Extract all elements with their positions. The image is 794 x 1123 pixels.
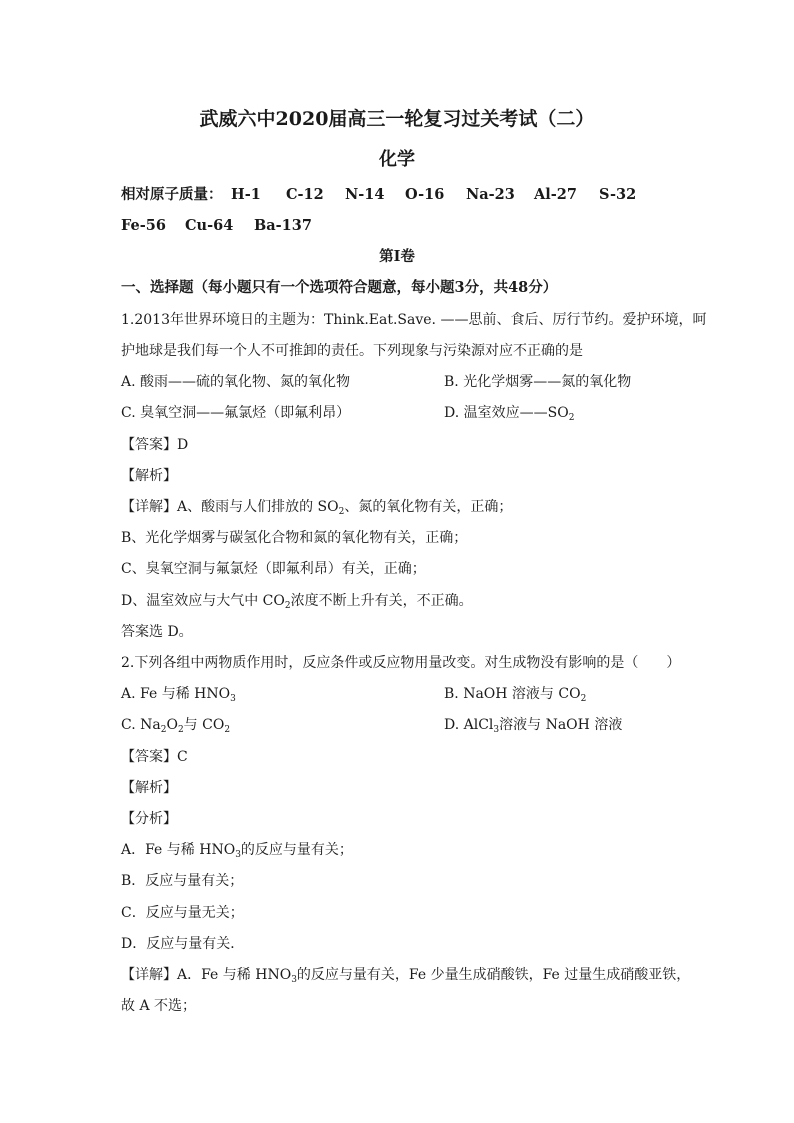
q2-option-b: B. NaOH 溶液与 $CO_2$ bbox=[444, 686, 587, 704]
q2-analysis-c: C．反应与量无关； bbox=[121, 905, 244, 921]
q1-detail-d: D、温室效应与大气中 $CO_2$浓度不断上升有关，不正确。 bbox=[121, 593, 473, 611]
q2-option-a: A. Fe 与稀 $HNO_3$ bbox=[121, 686, 236, 704]
q2-analysis-sub-label: 【分析】 bbox=[121, 811, 177, 827]
q2-detail: 【详解】A．Fe 与稀 $HNO_3$的反应与量有关，Fe 少量生成硝酸铁，Fe 过量生成硝酸亚铁， bbox=[121, 967, 691, 985]
q1-stem-line1: 1.2013年世界环境日的主题为：Think.Eat.Save. ——思前、食后、厉行节约。爱护环境，呵 bbox=[121, 312, 707, 328]
q1-option-c: C. 臭氧空洞——氟氯烃（即氟利昂） bbox=[121, 405, 351, 421]
volume-heading: 第I卷 bbox=[379, 248, 415, 265]
q2-analysis-d: D．反应与量有关． bbox=[121, 936, 245, 952]
subject-title: 化学 bbox=[379, 149, 415, 170]
atomic-mass-item: Ba-137 bbox=[254, 217, 312, 234]
q2-answer: 【答案】C bbox=[121, 749, 188, 765]
atomic-mass-item: S-32 bbox=[599, 186, 637, 203]
q2-analysis-a: A．Fe 与稀 $HNO_3$的反应与量有关； bbox=[121, 842, 353, 860]
q1-option-a: A. 酸雨——硫的氧化物、氮的氧化物 bbox=[121, 374, 351, 390]
q2-stem: 2.下列各组中两物质作用时，反应条件或反应物用量改变。对生成物没有影响的是（ ） bbox=[121, 655, 681, 671]
q1-analysis-label: 【解析】 bbox=[121, 468, 177, 484]
q1-answer: 【答案】D bbox=[121, 437, 189, 453]
atomic-mass-item: H-1 bbox=[231, 186, 261, 203]
q1-detail-b: B、光化学烟雾与碳氢化合物和氮的氧化物有关，正确； bbox=[121, 530, 468, 546]
q1-detail-c: C、臭氧空洞与氟氯烃（即氟利昂）有关，正确； bbox=[121, 561, 426, 577]
q1-option-d: D. 温室效应$——SO_2$ bbox=[444, 405, 575, 423]
atomic-mass-item: O-16 bbox=[405, 186, 445, 203]
atomic-mass-item: Cu-64 bbox=[185, 217, 234, 234]
q2-analysis-label: 【解析】 bbox=[121, 780, 177, 796]
section-title: 一、选择题（每小题只有一个选项符合题意，每小题3分，共48分） bbox=[121, 279, 558, 296]
atomic-mass-item: N-14 bbox=[345, 186, 385, 203]
q2-option-c: C. $Na_2O_2$与 $CO_2$ bbox=[121, 717, 231, 735]
q2-detail-line2: 故 A 不选； bbox=[121, 998, 197, 1014]
q2-analysis-b: B．反应与量有关； bbox=[121, 873, 244, 889]
atomic-masses-label: 相对原子质量： bbox=[121, 186, 223, 203]
page-title: 武威六中2020届高三一轮复习过关考试（二） bbox=[199, 108, 595, 130]
atomic-mass-item: Al-27 bbox=[534, 186, 577, 203]
atomic-mass-item: Na-23 bbox=[466, 186, 515, 203]
q1-stem-line2: 护地球是我们每一个人不可推卸的责任。下列现象与污染源对应不正确的是 bbox=[121, 343, 583, 359]
q1-detail-a: 【详解】A、酸雨与人们排放的 $SO_2$、氮的氧化物有关，正确； bbox=[121, 499, 513, 517]
q1-option-b: B. 光化学烟雾——氮的氧化物 bbox=[444, 374, 632, 390]
q2-option-d: D. AlCl$_3$溶液与 NaOH 溶液 bbox=[444, 717, 623, 735]
q1-conclusion: 答案选 D。 bbox=[121, 624, 193, 640]
atomic-mass-item: C-12 bbox=[286, 186, 324, 203]
atomic-mass-item: Fe-56 bbox=[121, 217, 166, 234]
